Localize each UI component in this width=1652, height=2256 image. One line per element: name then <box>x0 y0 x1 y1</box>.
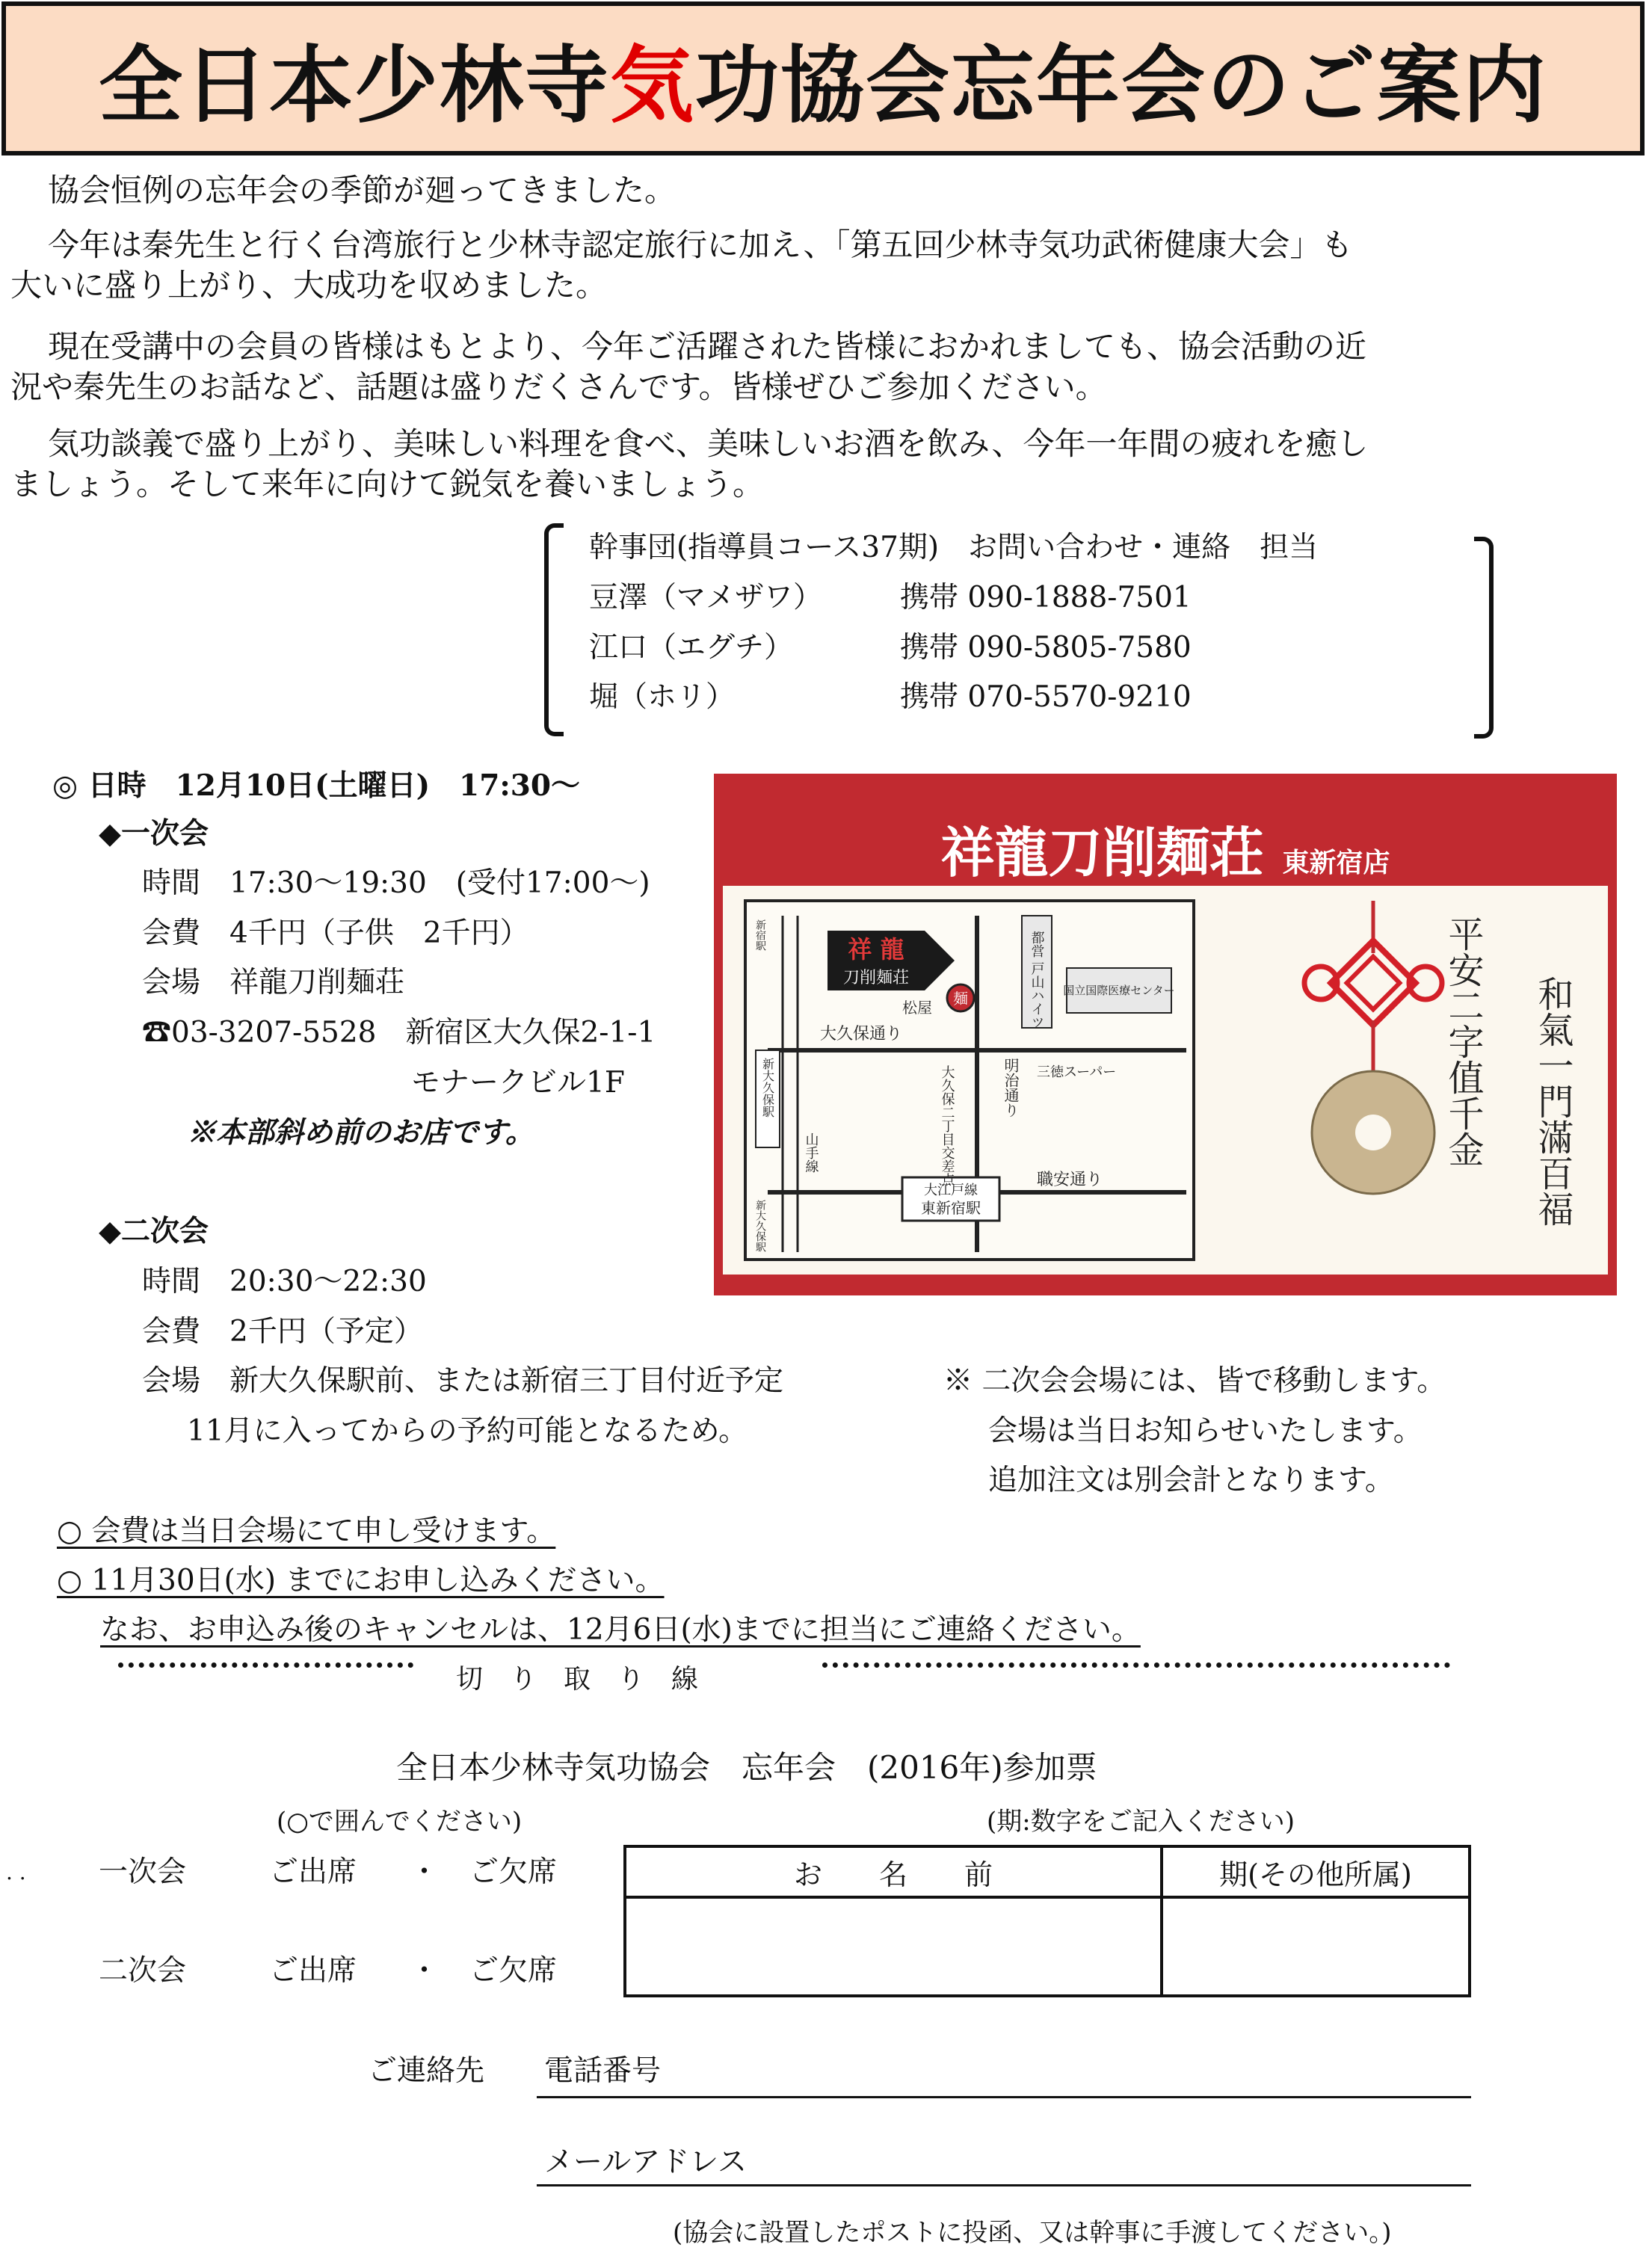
intro-p2b: 大いに盛り上がり、大成功を収めました。 <box>10 267 608 303</box>
intro-p2a: 今年は秦先生と行く台湾旅行と少林寺認定旅行に加え、「第五回少林寺気功武術健康大会」も <box>48 226 1353 263</box>
station-line-label: 大江戸線 <box>924 1183 978 1198</box>
intro-p4b: ましょう。そして来年に向けて鋭気を養いましょう。 <box>10 466 765 502</box>
period-hint: (期:数字をご記入ください) <box>987 1807 1295 1837</box>
hospital-label: 国立国際医療センター <box>1063 984 1175 997</box>
contact-name: 堀（ホリ） <box>589 680 736 714</box>
notice-fee: ○ 会費は当日会場にて申し受けます。 <box>57 1514 556 1548</box>
station-label: 東新宿駅 <box>921 1199 981 1217</box>
second-party-venue: 会場 新大久保駅前、または新宿三丁目付近予定 <box>142 1364 784 1398</box>
second-party-fee: 会費 2千円（予定） <box>142 1315 423 1349</box>
notice-deadline: ○ 11月30日(水) までにお申し込みください。 <box>57 1564 665 1597</box>
first-party-venue: 会場 祥龍刀削麺荘 <box>142 966 405 999</box>
yasukuni-label: 職安通り <box>1037 1171 1103 1189</box>
form-title: 全日本少林寺気功協会 忘年会 (2016年)参加票 <box>396 1749 1097 1786</box>
second-separator: ・ <box>410 1954 440 1988</box>
first-absent-option[interactable]: ご欠席 <box>469 1855 558 1889</box>
title-red-char: 気 <box>610 37 695 135</box>
second-party-heading: ◆二次会 <box>99 1214 209 1248</box>
circle-hint: (○で囲んでください) <box>277 1807 523 1837</box>
first-attend-option[interactable]: ご出席 <box>269 1855 357 1889</box>
sign-text-2: 刀削麺荘 <box>842 969 910 987</box>
name-period-table <box>623 1845 1471 1997</box>
toyama-label: 都営 戸山ハイツ <box>1029 931 1045 1029</box>
second-party-note3: 追加注文は別会計となります。 <box>988 1464 1394 1497</box>
first-party-label: 一次会 <box>99 1855 187 1889</box>
calligraphy-far-right: 和氣一門滿百福 <box>1532 976 1574 1227</box>
jade-disc-icon <box>1312 1071 1434 1194</box>
name-field[interactable] <box>625 1897 1162 1996</box>
second-party-venue-note: 11月に入ってからの予約可能となるため。 <box>187 1414 748 1448</box>
yamanote-label: 山手線 <box>803 1132 819 1173</box>
contact-header: 幹事団(指導員コース37期) お問い合わせ・連絡 担当 <box>589 531 1319 564</box>
mail-label: メールアドレス <box>544 2145 748 2179</box>
first-party-note: ※本部斜め前のお店です。 <box>187 1115 534 1150</box>
restaurant-map-card <box>714 774 1617 1295</box>
sign-text-1: 祥 龍 <box>848 935 904 964</box>
okubo-label: 大久保通り <box>820 1025 903 1044</box>
name-header: お 名 前 <box>625 1846 1162 1897</box>
first-party-fee: 会費 4千円（子供 2千円） <box>142 916 529 950</box>
contact-bracket-left <box>544 523 564 736</box>
period-header: 期(その他所属) <box>1162 1846 1470 1897</box>
map-title <box>714 810 1617 887</box>
contact-phone: 携帯 070-5570-9210 <box>900 680 1192 714</box>
contact-name: 江口（エグチ） <box>589 631 794 665</box>
cut-line-left <box>118 1662 413 1668</box>
shinokubo2-label: 新大久保駅 <box>754 1200 766 1252</box>
phone-field[interactable] <box>537 2096 1471 2098</box>
period-field[interactable] <box>1162 1897 1470 1996</box>
title-part: 全日本少林寺 <box>99 37 610 135</box>
second-absent-option[interactable]: ご欠席 <box>469 1954 558 1988</box>
intro-p4a: 気功談義で盛り上がり、美味しい料理を食べ、美味しいお酒を飲み、今年一年間の疲れを癒し <box>48 425 1369 462</box>
map-title-text: 祥龍刀削麺荘 <box>940 822 1264 884</box>
intro-p3a: 現在受講中の会員の皆様はもとより、今年ご活躍された皆様におかれましても、協会活動の近 <box>48 328 1367 365</box>
contact-phone: 携帯 090-5805-7580 <box>900 631 1192 665</box>
super-label: 三徳スーパー <box>1037 1064 1117 1080</box>
contact-phone: 携帯 090-1888-7501 <box>900 581 1192 614</box>
intro-p3b: 況や秦先生のお話など、話題は盛りだくさんです。皆様ぜひご参加ください。 <box>10 369 1107 405</box>
meiji-label: 明治通り <box>1002 1058 1020 1118</box>
shinjuku-label: 新宿駅 <box>754 919 766 951</box>
first-party-heading: ◆一次会 <box>99 816 209 851</box>
map-illustration <box>723 886 1608 1275</box>
first-party-building: モナークビル1F <box>411 1066 625 1100</box>
calligraphy-right: 平安二字值千金 <box>1442 916 1484 1167</box>
contact-bracket-right <box>1474 537 1494 739</box>
second-party-time: 時間 20:30〜22:30 <box>142 1265 427 1298</box>
intersection-label: 大久保二丁目交差点 <box>939 1065 955 1186</box>
matsuya-label: 松屋 <box>902 999 932 1017</box>
shinokubo-label: 新大久保駅 <box>760 1058 775 1118</box>
first-party-tel: ☎03-3207-5528 新宿区大久保2-1-1 <box>142 1016 656 1050</box>
cut-line-right <box>822 1662 1450 1668</box>
title-banner <box>1 1 1645 155</box>
map-inner <box>723 886 1608 1275</box>
title-part: 功協会忘年会のご案内 <box>695 37 1547 135</box>
notice-cancel: なお、お申込み後のキャンセルは、12月6日(水)までに担当にご連絡ください。 <box>100 1613 1141 1647</box>
mail-field[interactable] <box>537 2184 1471 2186</box>
chinese-knot-icon <box>1304 901 1442 1073</box>
margin-dots: . . <box>6 1860 26 1884</box>
contact-name: 豆澤（マメザワ） <box>589 581 823 614</box>
map-branch: 東新宿店 <box>1282 848 1390 878</box>
intro-p1: 協会恒例の忘年会の季節が廻ってきました。 <box>48 172 676 209</box>
cut-line-label: 切 り 取 り 線 <box>456 1664 699 1695</box>
form-footer: (協会に設置したポストに投函、又は幹事に手渡してください。) <box>673 2218 1392 2248</box>
contact-label: ご連絡先 <box>368 2054 485 2088</box>
event-datetime: ◎ 日時 12月10日(土曜日) 17:30〜 <box>52 768 580 803</box>
noodle-marker-text: 麺 <box>953 990 968 1008</box>
second-party-note2: 会場は当日お知らせいたします。 <box>988 1414 1423 1448</box>
phone-label: 電話番号 <box>544 2054 662 2088</box>
second-party-label: 二次会 <box>99 1954 187 1988</box>
second-party-note1: ※ 二次会会場には、皆で移動します。 <box>943 1364 1446 1398</box>
second-attend-option[interactable]: ご出席 <box>269 1954 357 1988</box>
first-party-time: 時間 17:30〜19:30 (受付17:00〜) <box>142 866 650 900</box>
page-title <box>99 19 1547 139</box>
first-separator: ・ <box>410 1855 440 1889</box>
